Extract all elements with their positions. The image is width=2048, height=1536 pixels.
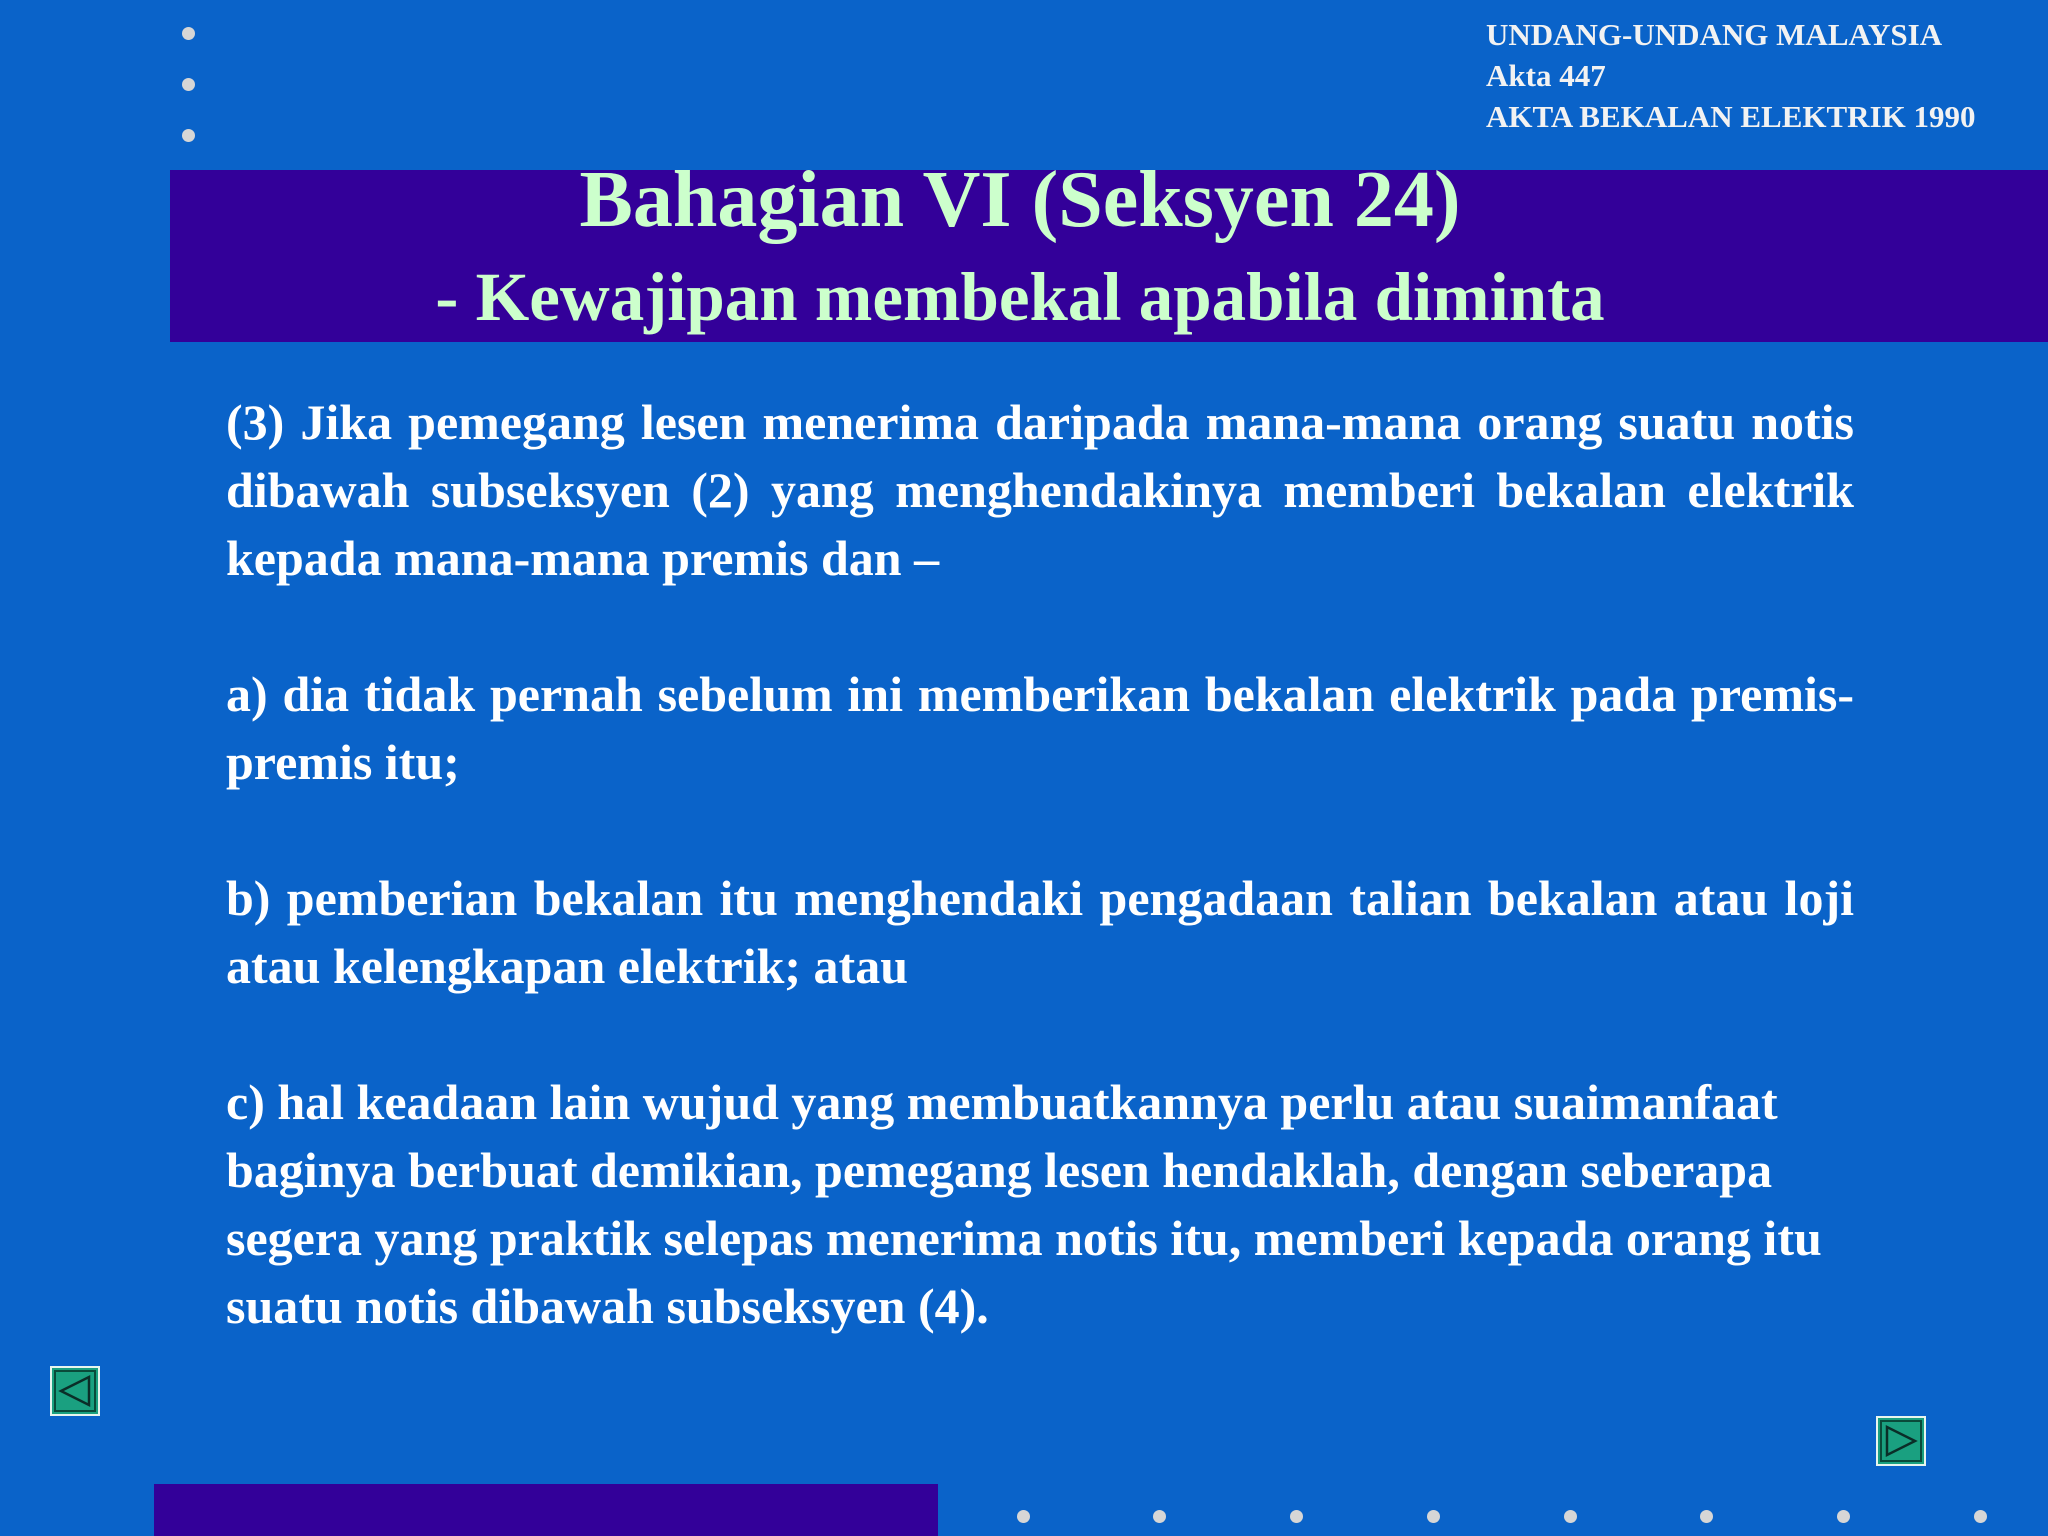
- paragraph-item-c: c) hal keadaan lain wujud yang membuatkannya perlu atau suaimanfaat baginya berbuat demikian, pemegang lesen hendaklah, dengan seberapa segera yang praktik selepas menerima notis itu, memberi kepada orang itu suatu notis dibawah subseksyen (4).: [226, 1074, 1822, 1334]
- paragraph-item-a: a) dia tidak pernah sebelum ini memberikan bekalan elektrik pada premis-premis itu;: [226, 666, 1854, 790]
- decorative-dot: [1290, 1510, 1303, 1523]
- header-act-number: Akta 447: [1486, 58, 1606, 93]
- decorative-dot: [1700, 1510, 1713, 1523]
- decorative-dot: [182, 27, 195, 40]
- header-act-name: AKTA BEKALAN ELEKTRIK 1990: [1486, 99, 1976, 134]
- decorative-dot: [1564, 1510, 1577, 1523]
- decorative-dot: [1974, 1510, 1987, 1523]
- triangle-right-icon: [1878, 1418, 1924, 1464]
- title-main: Bahagian VI (Seksyen 24): [579, 156, 1461, 244]
- paragraph-subsection-3: (3) Jika pemegang lesen menerima daripada mana-mana orang suatu notis dibawah subseksyen (2) yang menghendakinya memberi bekalan elektrik kepada mana-mana premis dan –: [226, 394, 1854, 586]
- paragraph-item-b: b) pemberian bekalan itu menghendaki pengadaan talian bekalan atau loji atau kelengkapan elektrik; atau: [226, 870, 1854, 994]
- slide-title: [170, 145, 1870, 340]
- title-subtitle: - Kewajipan membekal apabila diminta: [435, 259, 1605, 335]
- previous-slide-button[interactable]: [50, 1366, 100, 1416]
- decorative-dot: [1153, 1510, 1166, 1523]
- decorative-dot: [1837, 1510, 1850, 1523]
- bottom-band: [154, 1484, 938, 1536]
- decorative-dot: [1017, 1510, 1030, 1523]
- document-header: [1486, 14, 2046, 137]
- decorative-dot: [182, 78, 195, 91]
- triangle-left-icon: [52, 1368, 98, 1414]
- decorative-dot: [182, 129, 195, 142]
- decorative-dot: [1427, 1510, 1440, 1523]
- slide-body: [226, 388, 1854, 1340]
- header-law-title: UNDANG-UNDANG MALAYSIA: [1486, 17, 1943, 52]
- next-slide-button[interactable]: [1876, 1416, 1926, 1466]
